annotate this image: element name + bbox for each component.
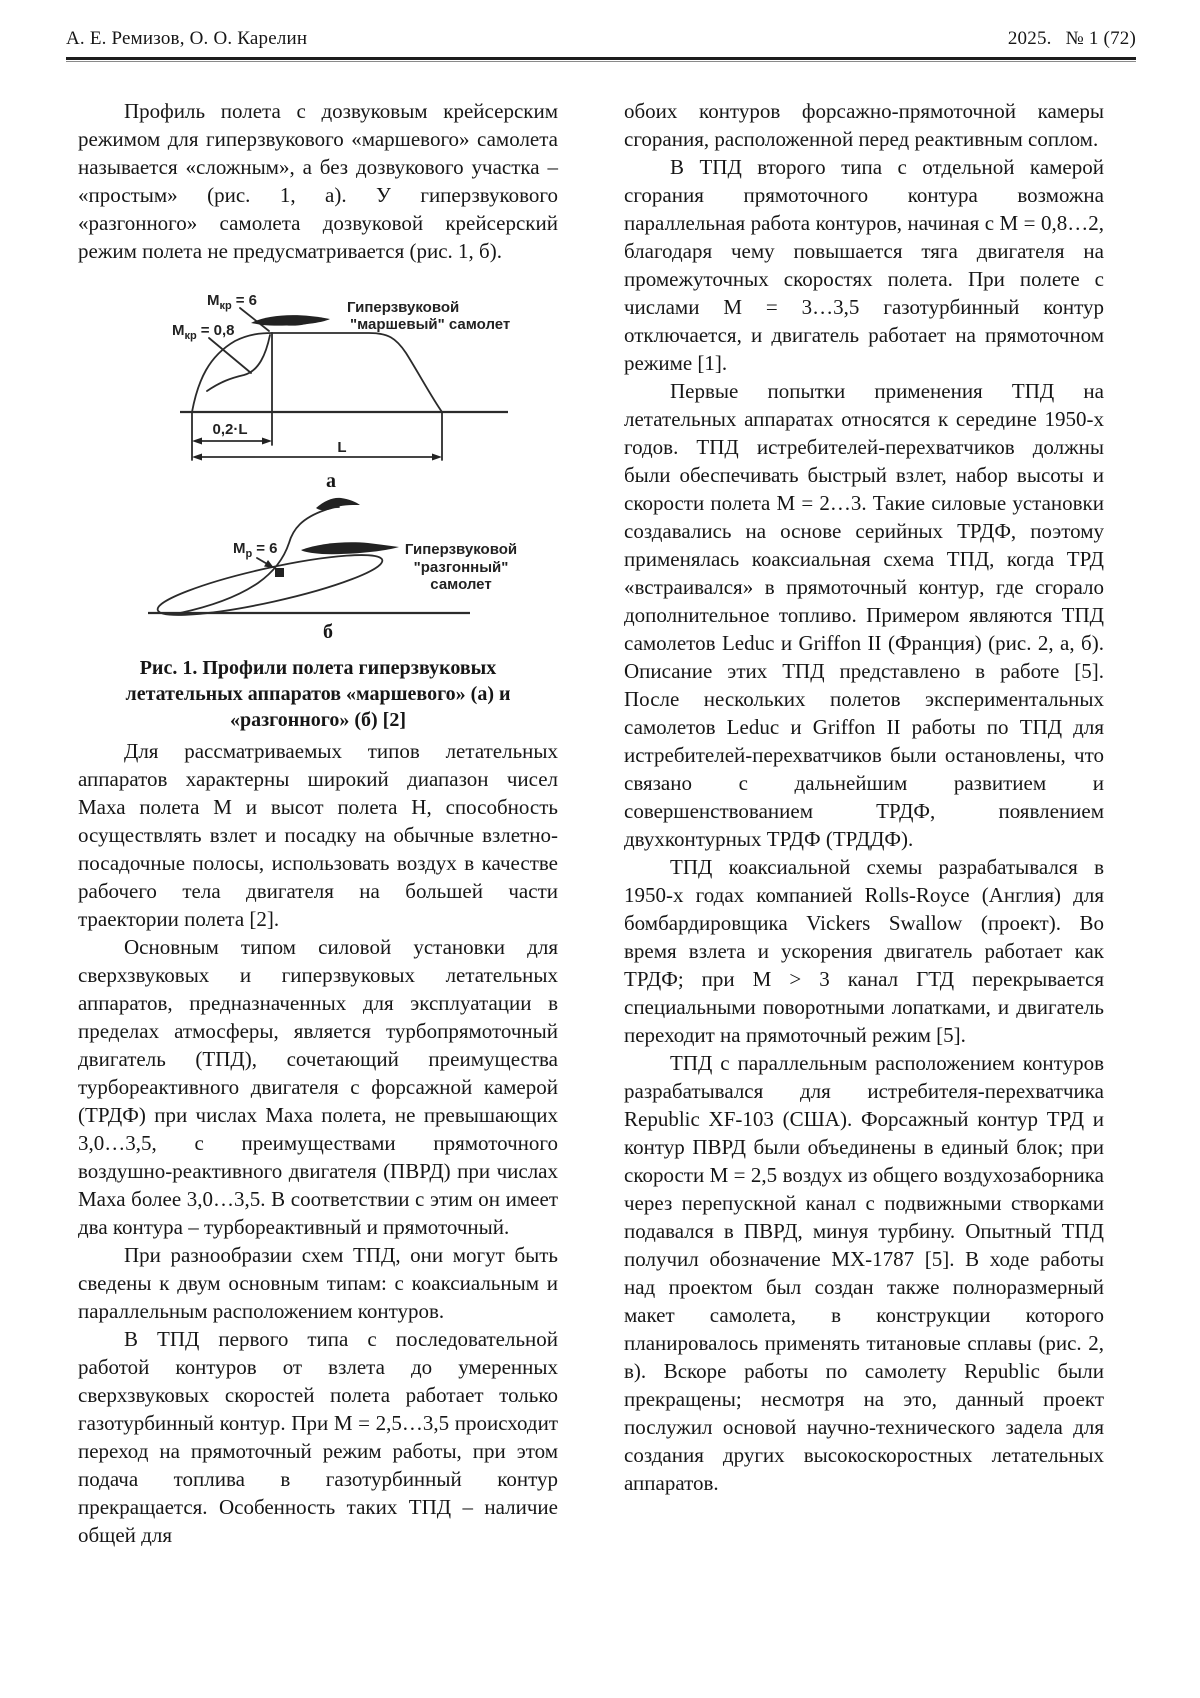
header-rule <box>66 57 1136 60</box>
paragraph: Основным типом силовой установки для сверхзвуковых и гиперзвуковых летательных аппаратов, предназначенных для эксплуатации в пределах атмосферы, является турбопрямоточный двигатель (ТПД), сочетающий преимущества турбореактивного двигателя с форсажной камерой (ТРДФ) при числах Маха полета, не превышающих 3,0…3,5, с преимуществами прямоточного воздушно-реактивного двигателя (ПВРД) при числах Маха более 3,0…3,5. В соответствии с этим он имеет два контура – турбореактивный и прямоточный. <box>78 935 558 1239</box>
right-column <box>624 97 1104 1549</box>
cruise-aircraft-silhouette-icon <box>251 315 330 326</box>
paragraph: ТПД коаксиальной схемы разрабатывался в 1950-х годах компанией Rolls-Royce (Англия) для бомбардировщика Vickers Swallow (проект). Во время взлета и ускорения двигатель работает как ТРДФ; при М > 3 канал ГТД перекрывается специальными поворотными лопатками, и двигатель переходит на прямоточный режим [5]. <box>624 855 1104 1047</box>
running-head <box>66 28 1136 50</box>
arrowhead-icon <box>262 438 272 445</box>
hypersonic-cruise-and-descent-curve <box>272 333 442 412</box>
climbing-aircraft-silhouette-icon <box>316 498 360 510</box>
mach-cruise-6-label: $М_{кр} = 6$ <box>207 292 258 312</box>
accel-aircraft-label-line2: "разгонный" <box>413 559 509 576</box>
paragraph: Первые попытки применения ТПД на летательных аппаратах относятся к середине 1950-х годов. ТПД истребителей-перехватчиков должны были обеспечивать быстрый взлет, набор высоты и скорости полета М = 2…3. Такие силовые установки создавались на основе серийных ТРДФ, поэтому применялась коаксиальная схема ТПД, когда ТРД «встраивался» в прямоточный контур, где сгорало дополнительное топливо. Примером являются ТПД самолетов Leduc и Griffon II (Франция) (рис. 2, а, б). Описание этих ТПД представлено в работе [5]. После нескольких полетов экспериментальных самолетов Leduc и Griffon II работы по ТПД для истребителей-перехватчиков были остановлены, что связано с дальнейшим развитием и совершенствованием ТРДФ, появлением двухконтурных ТРДФ (ТРДДФ). <box>624 379 1104 851</box>
panel-a-letter: а <box>326 470 336 492</box>
paragraph: В ТПД первого типа с последовательной работой контуров от взлета до умеренных сверхзвуковых скоростей полета работает только газотурбинный контур. При М = 2,5…3,5 происходит переход на прямоточный режим работы, при этом подача топлива в газотурбинный контур прекращается. Особенность таких ТПД – наличие общей для <box>78 1327 558 1547</box>
dimension-label-02l: 0,2·L <box>212 421 248 438</box>
paragraph: ТПД с параллельным расположением контуров разрабатывался для истребителя-перехватчика Republic XF-103 (США). Форсажный контур ТРД и контур ПВРД были объединены в единый блок; при скорости М = 2,5 воздух из общего воздухозаборника через перепускной канал с подвижными створками подавался в ПВРД, минуя турбину. Опытный ТПД получил обозначение МХ-1787 [5]. В ходе работы над проектом был создан также полноразмерный макет самолета, в конструкции которого планировалось применять титановые сплавы (рис. 2, в). Вскоре работы по самолету Republic были прекращены; несмотря на это, данный проект послужил основой научно-технического задела для создания других высокоскоростных летательных аппаратов. <box>624 1051 1104 1495</box>
panel-b-letter: б <box>323 621 333 643</box>
figure-1-diagram <box>78 277 558 647</box>
left-column <box>78 97 558 1549</box>
mach-cruise-08-label: $М_{кр} = 0,8$ <box>172 322 235 342</box>
article-body <box>78 97 1104 1549</box>
mach-accel-6-label: $М_р = 6$ <box>233 540 278 560</box>
dimension-label-l: L <box>337 439 347 456</box>
paragraph: В ТПД второго типа с отдельной камерой сгорания прямоточного контура возможна параллельная работа контуров, начиная с М = 0,8…2, благодаря чему повышается тяга двигателя на промежуточных скоростях полета. При полете с числами М = 3…3,5 газотурбинный контур отключается, и двигатель работает на прямоточном режиме [1]. <box>624 155 1104 375</box>
paragraph: Для рассматриваемых типов летательных аппаратов характерны широкий диапазон чисел Маха полета М и высот полета H, способность осуществлять взлет и посадку на обычные взлетно-посадочные полосы, использовать воздух в качестве рабочего тела двигателя на большей части траектории полета [2]. <box>78 739 558 931</box>
page-header <box>66 28 1136 62</box>
paragraph: При разнообразии схем ТПД, они могут быть сведены к двум основным типам: с коаксиальным и параллельным расположением контуров. <box>78 1243 558 1323</box>
accelerating-aircraft-silhouette-icon <box>301 542 399 554</box>
cruise-aircraft-label-line1: Гиперзвуковой <box>347 299 460 316</box>
accel-aircraft-label-line3: самолет <box>430 576 492 593</box>
arrowhead-icon <box>192 438 202 445</box>
header-rule-shadow <box>66 61 1136 62</box>
flight-profile-panel-b <box>148 498 517 643</box>
header-issue-number: № 1 (72) <box>1065 28 1136 49</box>
header-issue <box>1008 28 1136 50</box>
paragraph: обоих контуров форсажно-прямоточной камеры сгорания, расположенной перед реактивным соплом. <box>624 99 1104 151</box>
arrowhead-icon <box>432 454 442 461</box>
flight-profile-panel-a <box>172 292 510 492</box>
header-authors: А. Е. Ремизов, О. О. Карелин <box>66 28 308 49</box>
accel-aircraft-label-line1: Гиперзвуковой <box>404 541 518 558</box>
mach-point-marker <box>275 568 284 577</box>
paragraph: Профиль полета с дозвуковым крейсерским режимом для гиперзвукового «маршевого» самолета называется «сложным», а без дозвукового участка – «простым» (рис. 1, а). У гиперзвукового «разгонного» самолета дозвуковой крейсерский режим полета не предусматривается (рис. 1, б). <box>78 99 558 263</box>
climb-profile-curve <box>192 333 272 412</box>
header-issue-year: 2025. <box>1007 28 1052 49</box>
figure-1 <box>78 277 558 733</box>
arrowhead-icon <box>192 454 202 461</box>
figure-1-caption: Рис. 1. Профили полета гиперзвуковых летательных аппаратов «маршевого» (а) и «разгонного» (б) [2] <box>125 657 511 731</box>
cruise-aircraft-label-line2: "маршевый" самолет <box>350 316 511 333</box>
